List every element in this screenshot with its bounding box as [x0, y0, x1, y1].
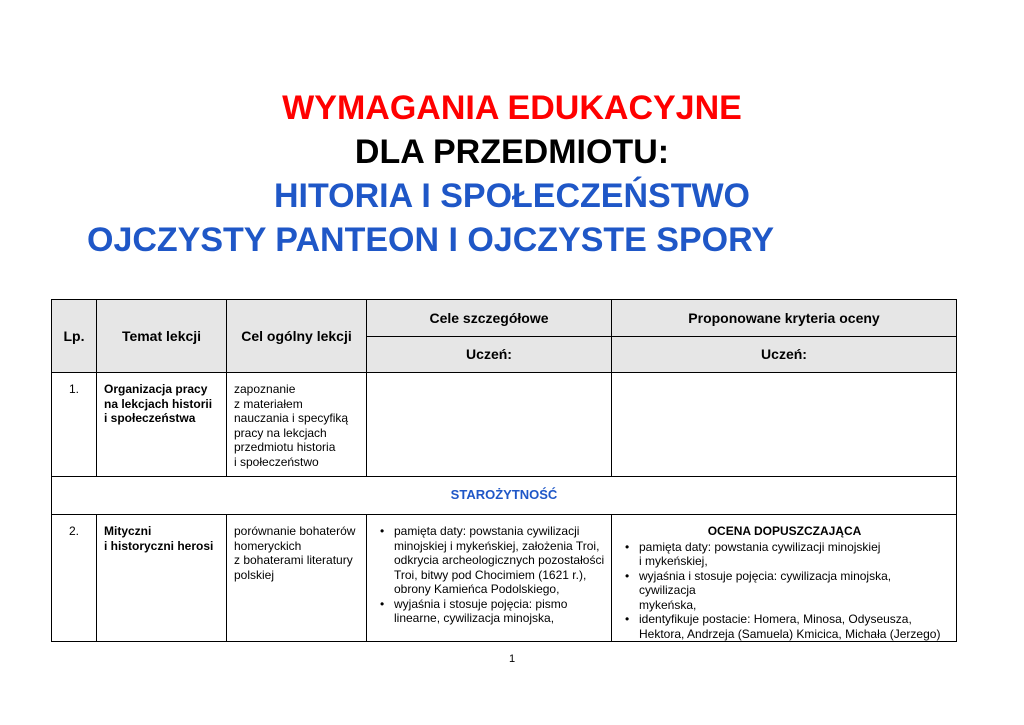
list-item-line: obrony Kamieńca Podolskiego, [394, 582, 560, 596]
title-line-1: WYMAGANIA EDUKACYJNE [282, 89, 742, 127]
goal-line: porównanie bohaterów [234, 524, 356, 538]
row-criteria [612, 515, 957, 642]
row-general-goal [227, 373, 367, 477]
row-topic [97, 515, 227, 642]
requirements-table [51, 299, 957, 642]
list-item-line: odkrycia archeologicznych pozostałości [394, 553, 605, 567]
goal-line: homeryckich [234, 538, 302, 553]
list-item-line: linearne, cywilizacja minojska, [394, 611, 555, 625]
document-title [0, 86, 1024, 262]
header-uczen-cele: Uczeń: [367, 337, 612, 373]
row-criteria [612, 373, 957, 477]
goal-line: zapoznanie [234, 382, 296, 396]
list-item [394, 597, 605, 626]
row-detailed-goals [367, 373, 612, 477]
list-item-line: • wyjaśnia i stosuje pojęcia: cywilizacja minojska, cywilizacja [639, 568, 892, 597]
topic-line: na lekcjach historii [104, 396, 213, 411]
page-number: 1 [508, 653, 516, 665]
header-temat: Temat lekcji [97, 300, 227, 373]
grade-level-label: OCENA DOPUSZCZAJĄCA [707, 524, 862, 538]
row-general-goal [227, 515, 367, 642]
section-title: STAROŻYTNOŚĆ [450, 487, 558, 503]
goal-line: pracy na lekcjach [234, 425, 327, 440]
table-row [52, 515, 957, 642]
list-item [639, 569, 950, 613]
row-number: 2. [52, 515, 97, 642]
goal-line: i społeczeństwo [234, 454, 319, 469]
row-number: 1. [52, 373, 97, 477]
list-item-line: i mykeńskiej, [639, 554, 708, 568]
list-item-line: • pamięta daty: powstania cywilizacji minojskiej [639, 539, 881, 554]
goal-line: z bohaterami literatury [234, 553, 353, 567]
list-item-line: Hektora, Andrzeja (Samuela) Kmicica, Michała (Jerzego) [639, 626, 941, 641]
list-item-line: mykeńska, [639, 597, 697, 612]
title-line-4: OJCZYSTY PANTEON I OJCZYSTE SPORY [87, 221, 775, 259]
goal-line: z materiałem [234, 396, 303, 411]
topic-line: Mityczni [104, 524, 152, 538]
list-item-line: • pamięta daty: powstania cywilizacji [394, 524, 580, 538]
title-line-3: HITORIA I SPOŁECZEŃSTWO [273, 177, 751, 215]
topic-line: i społeczeństwa [104, 411, 196, 425]
header-kryteria: Proponowane kryteria oceny [612, 300, 957, 337]
section-header [52, 477, 957, 515]
goal-line: polskiej [234, 567, 275, 582]
goal-line: przedmiotu historia [234, 440, 336, 454]
header-lp: Lp. [52, 300, 97, 373]
topic-line: Organizacja pracy [104, 382, 208, 396]
header-uczen-kryteria: Uczeń: [612, 337, 957, 373]
list-item-line: Troi, bitwy pod Chocimiem (1621 r.), [394, 567, 587, 582]
table-row [52, 373, 957, 477]
list-item [639, 612, 950, 641]
list-item [394, 524, 605, 597]
list-item-line: • wyjaśnia i stosuje pojęcia: pismo [394, 596, 568, 611]
row-topic [97, 373, 227, 477]
topic-line: i historyczni herosi [104, 538, 214, 553]
title-line-2: DLA PRZEDMIOTU: [354, 133, 670, 171]
list-item-line: minojskiej i mykeńskiej, założenia Troi, [394, 538, 600, 553]
row-detailed-goals [367, 515, 612, 642]
list-item [639, 540, 950, 569]
header-cel-ogolny: Cel ogólny lekcji [227, 300, 367, 373]
goal-line: nauczania i specyfiką [234, 411, 349, 425]
header-cele-szczegolowe: Cele szczegółowe [367, 300, 612, 337]
list-item-line: • identyfikuje postacie: Homera, Minosa, Odyseusza, [639, 612, 912, 626]
